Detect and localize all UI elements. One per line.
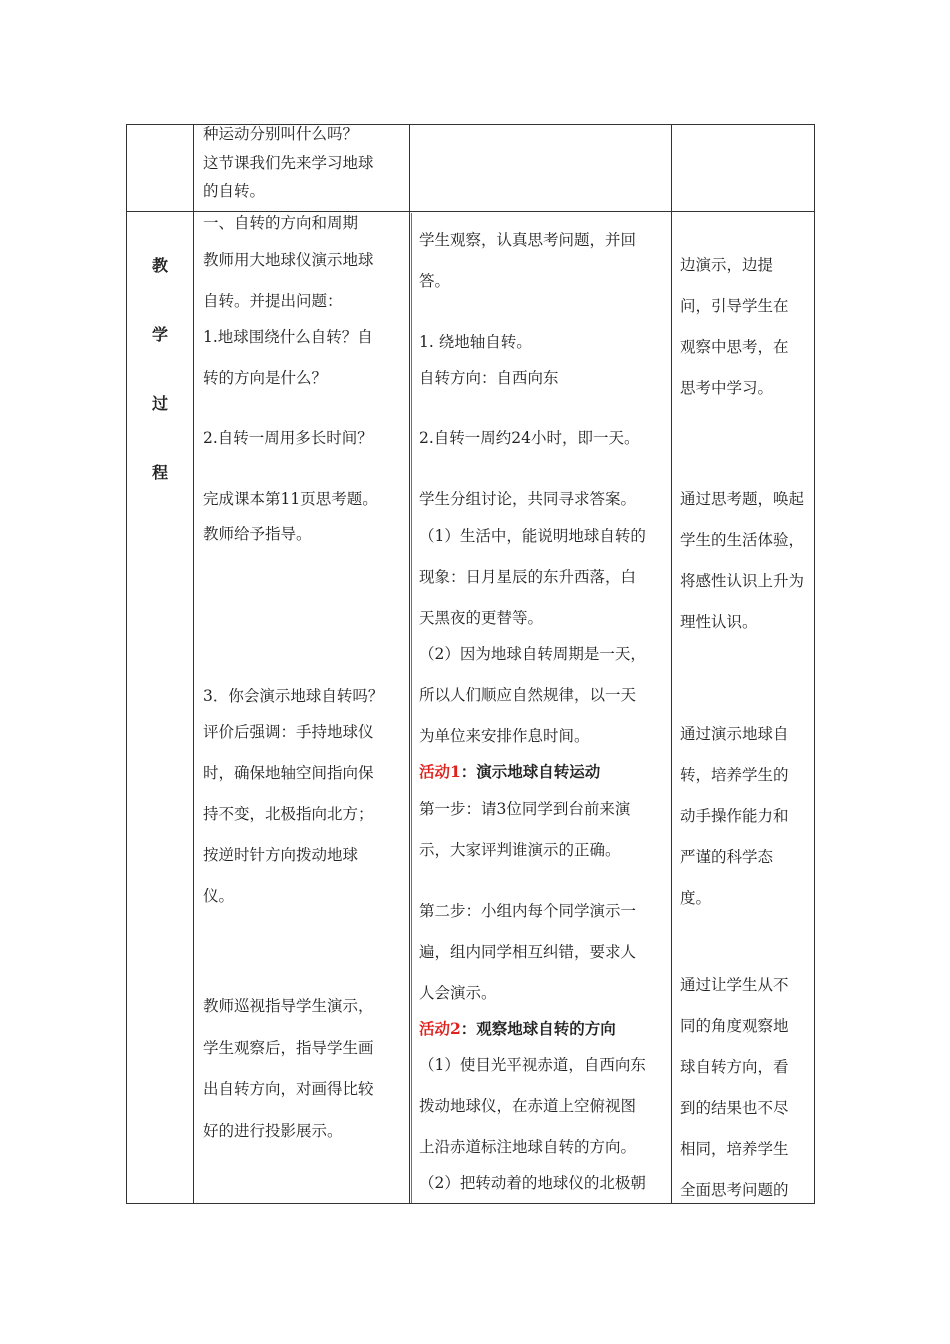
purpose-line: 通过让学生从不 bbox=[680, 976, 789, 994]
student-line: （1）使目光平视赤道，自西向东 bbox=[419, 1056, 646, 1074]
teacher-line: 完成课本第11页思考题。 bbox=[203, 490, 378, 508]
student-line: 第一步：请3位同学到台前来演 bbox=[419, 800, 631, 818]
column-divider bbox=[409, 125, 410, 1203]
purpose-line: 动手操作能力和 bbox=[680, 807, 789, 825]
purpose-line: 转，培养学生的 bbox=[680, 766, 789, 784]
teacher-line: 按逆时针方向拨动地球 bbox=[203, 846, 359, 864]
student-line: 自转方向：自西向东 bbox=[419, 369, 559, 387]
teacher-line: 教师巡视指导学生演示， bbox=[203, 997, 374, 1015]
teacher-line: 一、自转的方向和周期 bbox=[203, 214, 359, 232]
purpose-line: 通过演示地球自 bbox=[680, 725, 789, 743]
teacher-line: 教师用大地球仪演示地球 bbox=[203, 251, 374, 269]
teacher-line: 自转。并提出问题： bbox=[203, 292, 343, 310]
column-divider bbox=[193, 125, 194, 1203]
student-line: 答。 bbox=[419, 272, 451, 290]
purpose-line: 边演示，边提 bbox=[680, 256, 774, 274]
intro-line-3: 的自转。 bbox=[203, 182, 266, 200]
student-line: 第二步：小组内每个同学演示一 bbox=[419, 902, 637, 920]
teacher-line: 时，确保地轴空间指向保 bbox=[203, 764, 374, 782]
student-line: 示，大家评判谁演示的正确。 bbox=[419, 841, 621, 859]
activity-2-heading bbox=[419, 1019, 616, 1039]
purpose-line: 到的结果也不尽 bbox=[680, 1099, 789, 1117]
activity-2-title: ：观察地球自转的方向 bbox=[460, 1019, 616, 1038]
student-line: 上沿赤道标注地球自转的方向。 bbox=[419, 1138, 637, 1156]
purpose-line: 度。 bbox=[680, 889, 712, 907]
student-line: 拨动地球仪，在赤道上空俯视图 bbox=[419, 1097, 637, 1115]
intro-line-2: 这节课我们先来学习地球 bbox=[203, 154, 374, 172]
student-line: 人会演示。 bbox=[419, 984, 497, 1002]
purpose-line: 观察中思考，在 bbox=[680, 338, 789, 356]
purpose-line: 同的角度观察地 bbox=[680, 1017, 789, 1035]
student-line: 现象：日月星辰的东升西落，白 bbox=[419, 568, 637, 586]
side-label-char: 过 bbox=[152, 394, 169, 413]
teacher-line: 好的进行投影展示。 bbox=[203, 1122, 343, 1140]
purpose-line: 学生的生活体验， bbox=[680, 531, 805, 549]
intro-line-1: 种运动分别叫什么吗？ bbox=[203, 125, 359, 143]
student-line: 为单位来安排作息时间。 bbox=[419, 727, 590, 745]
student-line: 所以人们顺应自然规律，以一天 bbox=[419, 686, 637, 704]
student-line: 天黑夜的更替等。 bbox=[419, 609, 544, 627]
purpose-line: 严谨的科学态 bbox=[680, 848, 774, 866]
side-label-char: 学 bbox=[152, 325, 169, 344]
teacher-line: 出自转方向，对画得比较 bbox=[203, 1080, 374, 1098]
student-line: （2）因为地球自转周期是一天， bbox=[419, 645, 646, 663]
teacher-line: 2.自转一周用多长时间？ bbox=[203, 429, 373, 447]
teacher-line: 学生观察后，指导学生画 bbox=[203, 1039, 374, 1057]
purpose-line: 通过思考题，唤起 bbox=[680, 490, 805, 508]
red-edit-line bbox=[411, 213, 412, 1203]
teacher-line: 仪。 bbox=[203, 887, 235, 905]
purpose-line: 问，引导学生在 bbox=[680, 297, 789, 315]
purpose-line: 思考中学习。 bbox=[680, 379, 774, 397]
student-line: 1. 绕地轴自转。 bbox=[419, 333, 532, 351]
activity-1-label: 活动1 bbox=[419, 762, 461, 781]
side-label-char: 教 bbox=[152, 256, 169, 275]
column-divider bbox=[671, 125, 672, 1203]
purpose-line: 球自转方向，看 bbox=[680, 1058, 789, 1076]
student-line: 2.自转一周约24小时，即一天。 bbox=[419, 429, 640, 447]
purpose-line: 理性认识。 bbox=[680, 613, 758, 631]
student-line: 遍，组内同学相互纠错，要求人 bbox=[419, 943, 637, 961]
teacher-line: 评价后强调：手持地球仪 bbox=[203, 723, 374, 741]
student-line: （1）生活中，能说明地球自转的 bbox=[419, 527, 646, 545]
teacher-line: 转的方向是什么？ bbox=[203, 369, 328, 387]
activity-1-title: ：演示地球自转运动 bbox=[460, 762, 601, 781]
student-line: 学生分组讨论，共同寻求答案。 bbox=[419, 490, 637, 508]
activity-1-heading bbox=[419, 762, 600, 782]
teacher-line: 1.地球围绕什么自转？自 bbox=[203, 328, 373, 346]
teacher-line: 3．你会演示地球自转吗？ bbox=[203, 687, 384, 705]
purpose-line: 全面思考问题的 bbox=[680, 1181, 789, 1199]
row-divider bbox=[127, 211, 814, 212]
activity-2-label: 活动2 bbox=[419, 1019, 461, 1038]
student-line: （2）把转动着的地球仪的北极朝 bbox=[419, 1174, 646, 1192]
purpose-line: 相同，培养学生 bbox=[680, 1140, 789, 1158]
student-line: 学生观察，认真思考问题，并回 bbox=[419, 231, 637, 249]
teacher-line: 教师给予指导。 bbox=[203, 525, 312, 543]
side-label-char: 程 bbox=[152, 463, 169, 482]
purpose-line: 将感性认识上升为 bbox=[680, 572, 805, 590]
teacher-line: 持不变，北极指向北方； bbox=[203, 805, 374, 823]
